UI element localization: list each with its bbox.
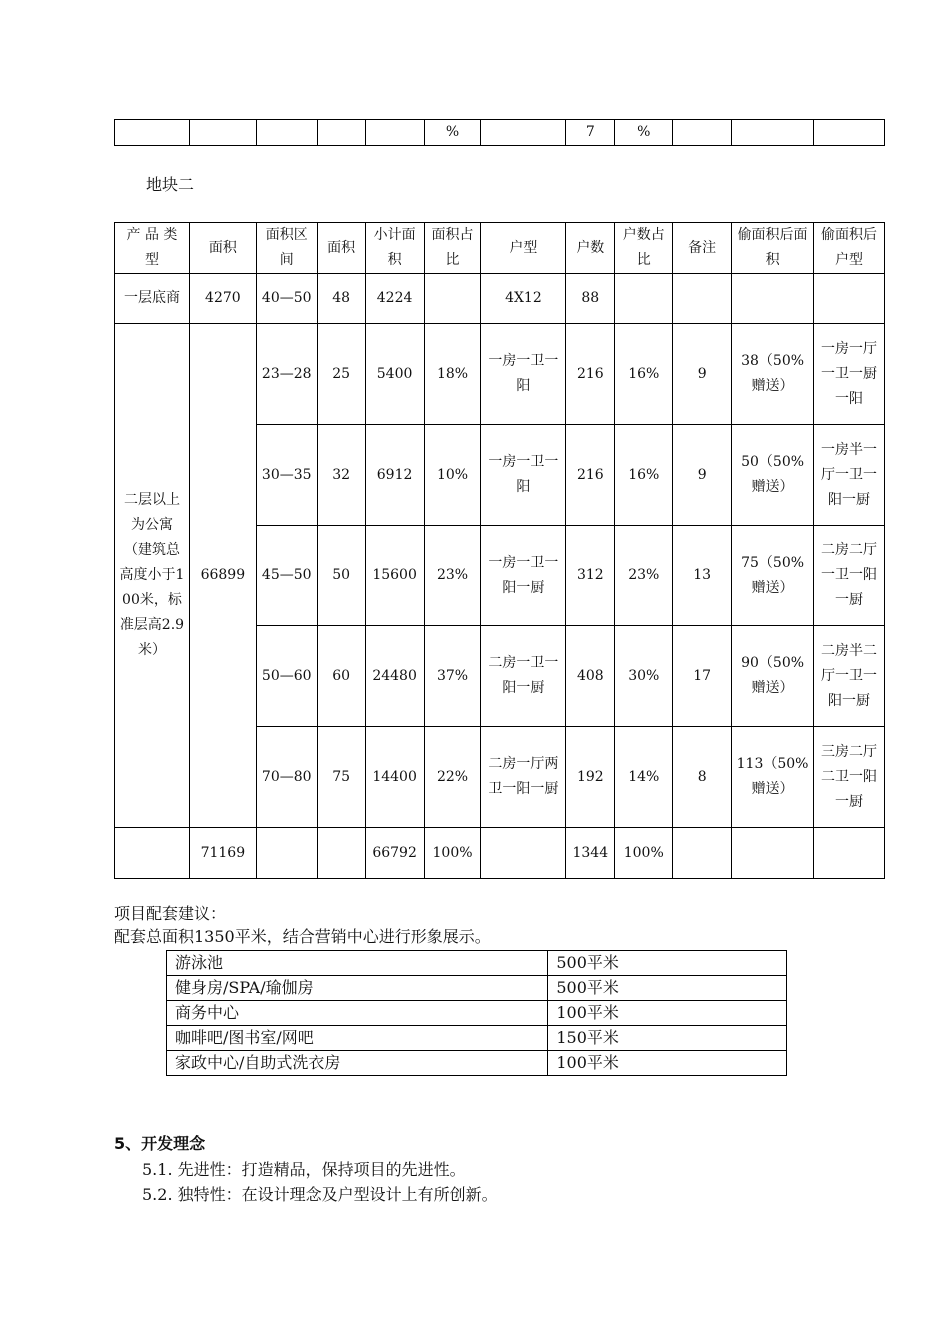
header-cell: 面积 xyxy=(189,223,256,274)
table-cell: 8 xyxy=(673,727,732,828)
table-cell xyxy=(673,120,732,146)
table-cell: 5400 xyxy=(365,324,424,425)
table-cell: 75（50%赠送） xyxy=(732,526,814,626)
table-cell: 一层底商 xyxy=(115,274,190,324)
table-cell: 408 xyxy=(566,626,615,727)
table-row xyxy=(167,951,787,976)
table-cell: 100% xyxy=(615,828,673,879)
table-cell xyxy=(732,120,814,146)
table-cell: 50 xyxy=(317,526,365,626)
unit-mix-table xyxy=(114,222,885,879)
header-cell: 户数 xyxy=(566,223,615,274)
header-cell: 面积 xyxy=(317,223,365,274)
table-cell: 7 xyxy=(566,120,615,146)
table-cell xyxy=(615,274,673,324)
table-cell: 216 xyxy=(566,324,615,425)
facility-area: 100平米 xyxy=(548,1001,787,1026)
facility-area: 500平米 xyxy=(548,951,787,976)
table-cell xyxy=(673,274,732,324)
table-cell: 60 xyxy=(317,626,365,727)
facility-area: 100平米 xyxy=(548,1051,787,1076)
header-cell: 偷面积后面积 xyxy=(732,223,814,274)
facilities-title: 项目配套建议： xyxy=(114,904,227,923)
table-cell xyxy=(814,828,885,879)
table-row xyxy=(167,1001,787,1026)
table-cell: 23—28 xyxy=(256,324,317,425)
table-cell: 一房一卫一阳 xyxy=(481,425,566,526)
table-cell: 16% xyxy=(615,324,673,425)
table-cell: 22% xyxy=(424,727,481,828)
header-cell: 面积区间 xyxy=(256,223,317,274)
header-cell: 产 品 类 型 xyxy=(115,223,190,274)
table-cell: 30—35 xyxy=(256,425,317,526)
table-cell: 50—60 xyxy=(256,626,317,727)
table-cell: 17 xyxy=(673,626,732,727)
concept-item: 5.1. 先进性：打造精品，保持项目的先进性。 xyxy=(142,1160,466,1179)
total-row xyxy=(115,828,885,879)
table-cell: 15600 xyxy=(365,526,424,626)
table-cell: 32 xyxy=(317,425,365,526)
facility-area: 150平米 xyxy=(548,1026,787,1051)
table-cell: 二房一厅两卫一阳一厨 xyxy=(481,727,566,828)
table-cell: 9 xyxy=(673,425,732,526)
facilities-description: 配套总面积1350平米，结合营销中心进行形象展示。 xyxy=(114,927,491,946)
table-cell: 23% xyxy=(615,526,673,626)
table-cell: 66792 xyxy=(365,828,424,879)
table-cell: 4270 xyxy=(189,274,256,324)
table-cell: 75 xyxy=(317,727,365,828)
table-cell: 100% xyxy=(424,828,481,879)
header-cell: 偷面积后户型 xyxy=(814,223,885,274)
table-cell: 4X12 xyxy=(481,274,566,324)
top-table-fragment xyxy=(114,119,885,146)
table-cell xyxy=(256,120,317,146)
facility-area: 500平米 xyxy=(548,976,787,1001)
table-cell: 25 xyxy=(317,324,365,425)
table-cell xyxy=(732,828,814,879)
table-cell: 10% xyxy=(424,425,481,526)
table-cell: 23% xyxy=(424,526,481,626)
table-row xyxy=(115,274,885,324)
table-cell xyxy=(256,828,317,879)
table-cell: 三房二厅二卫一阳一厨 xyxy=(814,727,885,828)
facility-name: 咖啡吧/图书室/网吧 xyxy=(167,1026,548,1051)
table-cell: 40—50 xyxy=(256,274,317,324)
table-cell: 4224 xyxy=(365,274,424,324)
table-cell: 38（50%赠送） xyxy=(732,324,814,425)
table-cell: 6912 xyxy=(365,425,424,526)
table-cell: 90（50%赠送） xyxy=(732,626,814,727)
table-cell: 16% xyxy=(615,425,673,526)
table-cell: 192 xyxy=(566,727,615,828)
table-cell xyxy=(481,120,566,146)
table-cell: 216 xyxy=(566,425,615,526)
table-cell: 30% xyxy=(615,626,673,727)
header-cell: 面积占比 xyxy=(424,223,481,274)
table-cell: 24480 xyxy=(365,626,424,727)
table-row xyxy=(115,120,885,146)
header-cell: 户型 xyxy=(481,223,566,274)
facilities-table xyxy=(166,950,787,1076)
table-cell: 113（50%赠送） xyxy=(732,727,814,828)
header-cell: 小计面积 xyxy=(365,223,424,274)
table-cell: 312 xyxy=(566,526,615,626)
table-cell: 一房一卫一阳 xyxy=(481,324,566,425)
table-cell: 二房二厅一卫一阳一厨 xyxy=(814,526,885,626)
table-row xyxy=(167,976,787,1001)
table-cell: 45—50 xyxy=(256,526,317,626)
table-cell: % xyxy=(615,120,673,146)
plot-title: 地块二 xyxy=(146,175,195,194)
table-cell: 1344 xyxy=(566,828,615,879)
group-type-cell: 二层以上为公寓（建筑总高度小于100米，标准层高2.9米） xyxy=(115,324,190,828)
facility-name: 商务中心 xyxy=(167,1001,548,1026)
table-cell xyxy=(317,120,365,146)
table-row xyxy=(167,1026,787,1051)
table-cell: 13 xyxy=(673,526,732,626)
table-cell: 14% xyxy=(615,727,673,828)
table-cell: 9 xyxy=(673,324,732,425)
table-cell: 二房半二厅一卫一阳一厨 xyxy=(814,626,885,727)
table-cell: 50（50%赠送） xyxy=(732,425,814,526)
table-cell: 37% xyxy=(424,626,481,727)
table-cell: 一房半一厅一卫一阳一厨 xyxy=(814,425,885,526)
table-cell: 二房一卫一阳一厨 xyxy=(481,626,566,727)
table-cell: 70—80 xyxy=(256,727,317,828)
table-cell xyxy=(814,274,885,324)
table-cell xyxy=(189,120,256,146)
header-cell: 户数占比 xyxy=(615,223,673,274)
header-row xyxy=(115,223,885,274)
table-cell xyxy=(673,828,732,879)
table-cell xyxy=(424,274,481,324)
table-cell: 一房一卫一阳一厨 xyxy=(481,526,566,626)
table-row xyxy=(115,324,885,425)
table-cell: 88 xyxy=(566,274,615,324)
facility-name: 游泳池 xyxy=(167,951,548,976)
facility-name: 健身房/SPA/瑜伽房 xyxy=(167,976,548,1001)
table-cell xyxy=(115,120,190,146)
table-cell xyxy=(115,828,190,879)
table-cell: 71169 xyxy=(189,828,256,879)
table-row xyxy=(167,1051,787,1076)
table-cell xyxy=(481,828,566,879)
table-cell: 一房一厅一卫一厨一阳 xyxy=(814,324,885,425)
section-heading: 5、开发理念 xyxy=(114,1134,206,1153)
table-cell xyxy=(365,120,424,146)
table-cell: 18% xyxy=(424,324,481,425)
table-cell: 48 xyxy=(317,274,365,324)
table-cell xyxy=(317,828,365,879)
header-cell: 备注 xyxy=(673,223,732,274)
table-cell xyxy=(814,120,885,146)
table-cell: % xyxy=(424,120,481,146)
concept-item: 5.2. 独特性：在设计理念及户型设计上有所创新。 xyxy=(142,1185,498,1204)
table-cell: 14400 xyxy=(365,727,424,828)
facility-name: 家政中心/自助式洗衣房 xyxy=(167,1051,548,1076)
group-area-cell: 66899 xyxy=(189,324,256,828)
table-cell xyxy=(732,274,814,324)
